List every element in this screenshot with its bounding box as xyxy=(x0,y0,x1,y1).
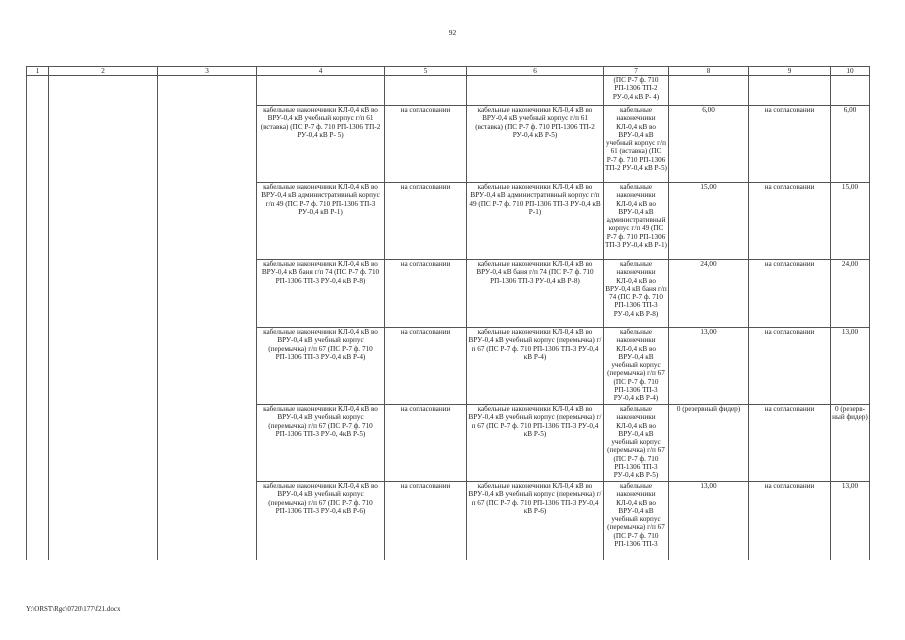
table-cell xyxy=(27,76,49,106)
table-row xyxy=(27,405,870,482)
table-row xyxy=(27,183,870,260)
table-cell: на согласовании xyxy=(385,106,467,183)
table-cell: на согласовании xyxy=(749,183,831,260)
table-cell xyxy=(257,76,385,106)
table-cell: кабельные наконечники КЛ-0,4 кВ во ВРУ-0,4 кВ учебный корпус (перемычка) г/п 67 (ПС Р-7 ф. 710 РП-1306 ТП-3 РУ-0,4 кВ Р-5) xyxy=(604,405,669,482)
table-cell xyxy=(385,76,467,106)
table-cell xyxy=(158,106,257,183)
table-cell: 24,00 xyxy=(831,260,870,328)
table-cell: кабельные наконечники КЛ-0,4 кВ во ВРУ-0,4 кВ учебный корпус (перемычка) г/п 67 (ПС Р-7 ф. 710 РП-1306 ТП-3 РУ-0,4 кВ Р-6) xyxy=(467,482,604,561)
table-cell xyxy=(158,183,257,260)
column-header: 5 xyxy=(385,67,467,76)
table-cell: на согласовании xyxy=(749,106,831,183)
table-cell xyxy=(49,76,158,106)
table-cell xyxy=(158,260,257,328)
table-cell: 13,00 xyxy=(669,328,749,405)
table-row xyxy=(27,106,870,183)
table-cell: на согласовании xyxy=(749,328,831,405)
table-cell: кабельные наконечники КЛ-0,4 кВ во ВРУ-0,4 кВ баня г/п 74 (ПС Р-7 ф. 710 РП-1306 ТП-3 РУ-0,4 кВ Р-8) xyxy=(257,260,385,328)
table-cell: на согласовании xyxy=(385,328,467,405)
table-cell: 15,00 xyxy=(831,183,870,260)
table-cell: 0 (резервный фидер) xyxy=(669,405,749,482)
table-cell xyxy=(27,106,49,183)
table-cell xyxy=(49,183,158,260)
table-cell: кабельные наконечники КЛ-0,4 кВ во ВРУ-0,4 кВ учебный корпус (перемычка) г/п 67 (ПС Р-7 ф. 710 РП-1306 ТП-3 РУ-0,4 кВ Р-6) xyxy=(257,482,385,561)
table-cell xyxy=(49,106,158,183)
table-cell: кабельные наконечники КЛ-0,4 кВ во ВРУ-0,4 кВ учебный корпус (перемычка) г/п 67 (ПС Р-7 ф. 710 РП-1306 ТП-3 РУ-0, 4кВ Р-5) xyxy=(257,405,385,482)
table-cell xyxy=(49,328,158,405)
table-cell: на согласовании xyxy=(749,482,831,561)
table-cell: на согласовании xyxy=(385,482,467,561)
table-row xyxy=(27,328,870,405)
table-cell xyxy=(49,482,158,561)
table-cell xyxy=(831,76,870,106)
column-header: 2 xyxy=(49,67,158,76)
table-row xyxy=(27,260,870,328)
table-cell xyxy=(158,405,257,482)
table-cell: 6,00 xyxy=(831,106,870,183)
table-cell: на согласовании xyxy=(385,405,467,482)
table-cell: на согласовании xyxy=(385,183,467,260)
table-cell: кабельные наконечники КЛ-0,4 кВ во ВРУ-0,4 кВ учебный корпус (перемычка) г/п 67 (ПС Р-7 ф. 710 РП-1306 ТП-3 РУ-0,4 кВ Р-5) xyxy=(467,405,604,482)
table-cell xyxy=(669,76,749,106)
table-cell: кабельные наконечники КЛ-0,4 кВ во ВРУ-0,4 кВ учебный корпус (перемычка) г/п 67 (ПС Р-7 ф. 710 РП-1306 ТП-3 РУ-0,4 кВ Р-4) xyxy=(604,328,669,405)
table-cell: кабельные наконечники КЛ-0,4 кВ во ВРУ-0,4 кВ административный корпус г/п 49 (ПС Р-7 ф. 710 РП-1306 ТП-3 РУ-0,4 кВ Р-1) xyxy=(604,183,669,260)
column-header: 3 xyxy=(158,67,257,76)
table-cell: 13,00 xyxy=(831,328,870,405)
column-header: 6 xyxy=(467,67,604,76)
table-cell xyxy=(158,482,257,561)
table-cell xyxy=(27,405,49,482)
table-cell: кабельные наконечники КЛ-0,4 кВ во ВРУ-0,4 кВ административный корпус г/п 49 (ПС Р-7 ф. 710 РП-1306 ТП-3 РУ-0,4 кВ Р-1) xyxy=(257,183,385,260)
data-table xyxy=(26,66,870,560)
table-cell: (ПС Р-7 ф. 710 РП-1306 ТП-2 РУ-0,4 кВ Р- 4) xyxy=(604,76,669,106)
table-cell xyxy=(49,405,158,482)
table-cell xyxy=(467,76,604,106)
table-cell: кабельные наконечники КЛ-0,4 кВ во ВРУ-0,4 кВ учебный корпус г/п 61 (вставка) (ПС Р-7 ф. 710 РП-1306 ТП-2 РУ-0,4 кВ Р- 5) xyxy=(257,106,385,183)
table-cell: на согласовании xyxy=(749,405,831,482)
table-cell xyxy=(158,328,257,405)
table-cell: 0 (резерв-ный фидер) xyxy=(831,405,870,482)
table-cell: 13,00 xyxy=(831,482,870,561)
table-cell: кабельные наконечники КЛ-0,4 кВ во ВРУ-0,4 кВ учебный корпус (перемычка) г/п 67 (ПС Р-7 ф. 710 РП-1306 ТП-3 РУ-0,4 кВ Р-4) xyxy=(467,328,604,405)
table-row xyxy=(27,76,870,106)
table-cell: 15,00 xyxy=(669,183,749,260)
page-number: 92 xyxy=(448,28,457,37)
column-header: 4 xyxy=(257,67,385,76)
table-cell: 13,00 xyxy=(669,482,749,561)
table-cell: кабельные наконечники КЛ-0,4 кВ во ВРУ-0,4 кВ учебный корпус г/п 61 (вставка) (ПС Р-7 ф. 710 РП-1306 ТП-2 РУ-0,4 кВ Р-5) xyxy=(467,106,604,183)
table-cell xyxy=(27,482,49,561)
column-header: 7 xyxy=(604,67,669,76)
column-header: 8 xyxy=(669,67,749,76)
table-row xyxy=(27,482,870,561)
table-cell xyxy=(27,260,49,328)
table-cell: на согласовании xyxy=(385,260,467,328)
column-header: 1 xyxy=(27,67,49,76)
table-cell: кабельные наконечники КЛ-0,4 кВ во ВРУ-0,4 кВ учебный корпус (перемычка) г/п 67 (ПС Р-7 ф. 710 РП-1306 ТП-3 РУ-0,4 кВ Р-4) xyxy=(257,328,385,405)
table-cell: кабельные наконечники КЛ-0,4 кВ во ВРУ-0,4 кВ учебный корпус (перемычка) г/п 67 (ПС Р-7 ф. 710 РП-1306 ТП-3 xyxy=(604,482,669,561)
header-row xyxy=(27,67,870,76)
column-header: 10 xyxy=(831,67,870,76)
table-cell xyxy=(49,260,158,328)
table-cell: кабельные наконечники КЛ-0,4 кВ во ВРУ-0,4 кВ учебный корпус г/п 61 (вставка) (ПС Р-7 ф. 710 РП-1306 ТП-2 РУ-0,4 кВ Р-5) xyxy=(604,106,669,183)
table-cell xyxy=(158,76,257,106)
table-cell xyxy=(27,328,49,405)
table-cell xyxy=(749,76,831,106)
table-cell: кабельные наконечники КЛ-0,4 кВ во ВРУ-0,4 кВ административный корпус г/п 49 (ПС Р-7 ф. 710 РП-1306 ТП-3 РУ-0,4 кВ Р-1) xyxy=(467,183,604,260)
table-cell: кабельные наконечники КЛ-0,4 кВ во ВРУ-0,4 кВ баня г/п 74 (ПС Р-7 ф. 710 РП-1306 ТП-3 РУ-0,4 кВ Р-8) xyxy=(467,260,604,328)
table-cell: 24,00 xyxy=(669,260,749,328)
table-cell: кабельные наконечники КЛ-0,4 кВ во ВРУ-0,4 кВ баня г/п 74 (ПС Р-7 ф. 710 РП-1306 ТП-3 РУ-0,4 кВ Р-8) xyxy=(604,260,669,328)
file-path-footer: Y:\ORST\Rgc\0720\177\f21.docx xyxy=(26,605,121,613)
table-cell: на согласовании xyxy=(749,260,831,328)
column-header: 9 xyxy=(749,67,831,76)
table-cell xyxy=(27,183,49,260)
table-cell: 6,00 xyxy=(669,106,749,183)
